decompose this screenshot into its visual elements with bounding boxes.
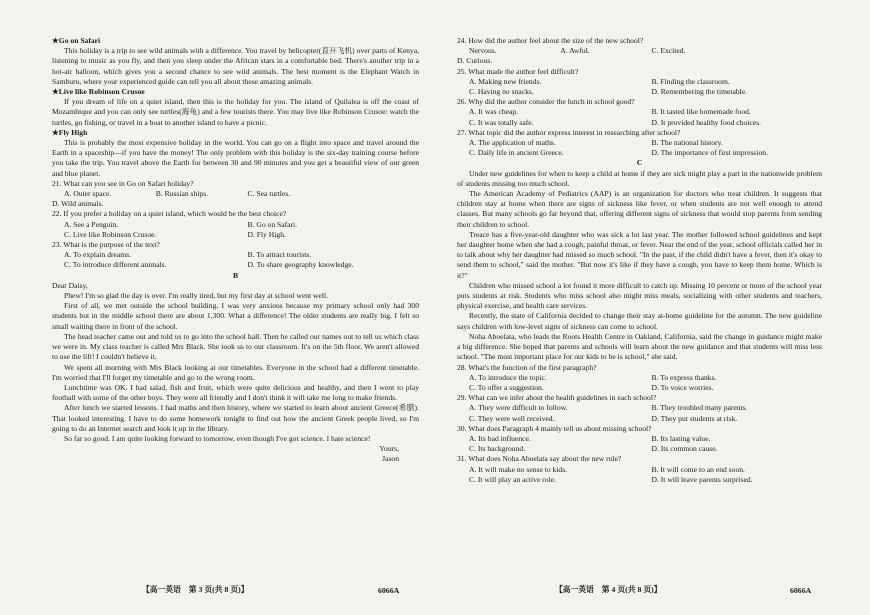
paragraph: After lunch we started lessons. I had maths and then history, where we started to learn about ancient Greece(希腊). That looked interesting. I have to do some homework tonight to find out how the ancient Greek people lived, so I'm going to do an Internet search and look it up in the library. [52, 403, 419, 433]
paragraph: Phew! I'm so glad the day is over. I'm really tired, but my first day at school went well. [64, 291, 329, 301]
fly-high-heading: ★Fly High [52, 127, 88, 137]
question-stem: 28. What's the function of the first paragraph? [457, 362, 597, 372]
question-item [457, 97, 822, 128]
fly-high-paragraph: This is probably the most expensive holiday in the world. You can go on a flight into space and travel around the Earth in a spaceship—if you have the money! The only problem with this holiday is the six-day training course before you take the trip. You travel above the Earth for between 30 and 90 minutes and you get a beautiful view of our green and blue planet. [52, 138, 419, 178]
answer-option: D. The importance of first impression. [651, 148, 768, 158]
answer-option: B. They troubled many parents. [651, 403, 748, 413]
answer-option: A. See a Penguin. [64, 219, 119, 229]
answer-option: C. Daily life in ancient Greece. [469, 148, 564, 158]
safari-heading: ★Go on Safari [52, 36, 101, 45]
paragraph: The head teacher came out and told us to go into the school hall. Then he called our names out to tell us which class we were in. My class teacher is called Mrs Black. She took us to our classroom. It's on the 5th floor. We aren't allowed to use the lift! I couldn't believe it. [52, 331, 419, 362]
question-item [457, 36, 822, 67]
crusoe-paragraph: If you dream of life on a quiet island, then this is the holiday for you. The island of Quilalea is off the coast of Mozambique and you can only see turtles(海龟) and a few tourists there. You may live like Robinson Crusoe: watch the turtles, go fishing, or travel in a boat to another island to have a picnic. [52, 97, 419, 127]
passage-c [457, 158, 822, 362]
section-b-label: B [232, 270, 239, 280]
answer-option: D. Its common cause. [651, 444, 718, 454]
answer-option: C. Having no snacks. [469, 87, 534, 97]
answer-option: A. Its bad influence. [469, 433, 531, 443]
answer-option: B. Finding the classroom. [651, 76, 730, 86]
answer-option: A. To introduce the topic. [469, 372, 547, 382]
question-item [52, 179, 419, 210]
answer-option: D. Curious. [457, 56, 493, 66]
question-item [457, 454, 822, 485]
answer-options [457, 77, 822, 97]
answer-option: B. To attract tourists. [247, 250, 312, 260]
answer-option: D. Wild animals. [52, 199, 104, 209]
answer-option: B. Go on Safari. [247, 219, 298, 229]
answer-option: C. To introduce different animals. [64, 260, 167, 270]
answer-options [52, 189, 419, 209]
letter-greeting: Dear Daisy, [52, 280, 88, 290]
answer-option: D. To share geography knowledge. [247, 260, 354, 270]
paragraph: Treace has a five-year-old daughter who was sick a lot last year. The mother followed school guidelines and kept her daughter home when she had a cough, painful throat, or fever. Near the end of the year, school officials called her in to talk about why her daughter had missed so much school. "In the past, if the child didn't have a fever, then it's okay to send them to school," said the mother. "But now it's like if they have a cough, you have to keep them home. Which is it?" [457, 229, 822, 280]
paragraph: Lunchtime was OK. I had salad, fish and fruit, which were quite delicious and healthy, and then I went to play football with some of the other boys. They were all friendly and I don't think it will take me long to make friends. [52, 382, 419, 403]
paragraph: Under new guidelines for when to keep a child at home if they are sick might play a part in the nationwide problem of students missing too much school. [457, 168, 822, 188]
answer-option: A. To explain dreams. [64, 250, 132, 260]
question-stem: 26. Why did the author consider the lunch in school good? [457, 97, 635, 107]
answer-option: C. Its background. [469, 444, 526, 454]
answer-option: B. The national history. [651, 138, 723, 148]
question-list [52, 179, 419, 271]
safari-paragraph: This holiday is a trip to see wild animals with a difference. You travel by helicopter(直升飞机) over parts of Kenya, listening to music as you fly, and then you sleep under the African stars in a comfortable bed. There's another trip in a hot-air balloon, which gives you a second chance to see wild animals. The best moment is the Elephant Watch in Samburu, where your experienced guide can tell you all about these amazing animals. [52, 46, 419, 86]
paragraph: Recently, the state of California decided to change their stay at-home guideline for the autumn. The new guideline says children with low-level signs of sickness can come to school. [457, 311, 822, 331]
answer-option: D. Remembering the timetable. [651, 87, 748, 97]
answer-option: A. They were difficult to follow. [469, 403, 568, 413]
question-stem: 22. If you prefer a holiday on a quiet island, which would be the best choice? [52, 209, 287, 219]
question-item [457, 424, 822, 455]
question-item [457, 128, 822, 159]
question-item [52, 209, 419, 240]
answer-option: A. Awful. [560, 46, 590, 56]
page-footer-label: 【高一英语 第 3 页(共 8 页)】 [142, 585, 249, 594]
answer-option: Nervous. [469, 46, 497, 56]
question-stem: 24. How did the author feel about the size of the new school? [457, 36, 644, 45]
right-page [435, 0, 870, 615]
answer-options [457, 465, 822, 485]
answer-options [457, 373, 822, 393]
question-stem: 23. What is the purpose of the text? [52, 240, 160, 250]
answer-option: C. They were well received. [469, 413, 555, 423]
answer-options [52, 220, 419, 240]
answer-option: D. To voice worries. [651, 382, 714, 392]
answer-option: A. Making new friends. [469, 76, 542, 86]
crusoe-heading: ★Live like Robinson Crusoe [52, 87, 145, 97]
page-footer-code: 6066A [790, 586, 812, 595]
letter-closing: Yours, [379, 444, 399, 454]
answer-option: B. To express thanks. [651, 372, 717, 382]
paragraph: Noha Aboelata, who leads the Roots Health Centre in Oakland, California, said the change in guidance might make a big difference. She hoped that parents and schools will learn about the new guidance and that students will miss less school. "The most important place for our kids to be is school," she said. [457, 331, 822, 362]
question-stem: 30. What does Paragraph 4 mainly tell us about missing school? [457, 423, 652, 433]
answer-option: A. The application of maths. [469, 138, 556, 148]
question-list [457, 363, 822, 485]
page-footer-label: 【高一英语 第 4 页(共 8 页)】 [555, 585, 662, 594]
passage-b [52, 271, 419, 465]
answer-options [457, 403, 822, 423]
answer-option: C. It will play an active role. [469, 474, 556, 484]
answer-option: D. It provided healthy food choices. [651, 117, 761, 127]
question-item [457, 393, 822, 424]
answer-option: A. It was cheap. [469, 107, 519, 117]
answer-option: A. Outer space. [64, 189, 112, 199]
answer-option: C. Sea turtles. [247, 189, 291, 199]
section-c-label: C [636, 158, 643, 168]
answer-options [457, 107, 822, 127]
paragraph: Children who missed school a lot found it more difficult to catch up. Missing 10 percent or more of the school year puts students at risk. Students who miss school also might miss meals, socializing with other students and teachers, physical exercise, and health care services. [457, 280, 822, 311]
question-stem: 31. What does Noha Aboelata say about the new rule? [457, 454, 622, 464]
paragraph: We spent all morning with Mrs Black looking at our timetables. Everyone in the school had a different timetable. I'm worried that I'll forget my timetable and go to the wrong room. [52, 362, 419, 382]
answer-option: C. To offer a suggestion. [469, 382, 544, 392]
answer-option: B. It will come to an end soon. [651, 464, 745, 474]
question-item [457, 67, 822, 98]
question-stem: 21. What can you see in Go on Safari holiday? [52, 178, 194, 188]
paragraph: First of all, we met outside the school building. I was very anxious because my primary school only had 300 students but in the middle school there are about 1,300. What a difference! The older students are really big. I felt so small waiting there in front of the school. [52, 301, 419, 331]
page-footer-code: 6066A [378, 586, 400, 595]
answer-option: B. Russian ships. [155, 189, 209, 199]
answer-option: C. Live like Robinson Crusoe. [64, 229, 157, 239]
answer-option: D. They put students at risk. [651, 413, 738, 423]
answer-options [457, 138, 822, 158]
answer-option: B. Its lasting value. [651, 433, 711, 443]
letter-signature: Jason [382, 454, 399, 464]
question-stem: 25. What made the author feel difficult? [457, 66, 579, 76]
question-stem: 27. What topic did the author express interest in researching after school? [457, 127, 681, 137]
answer-options [457, 434, 822, 454]
answer-option: B. It tasted like homemade food. [651, 107, 751, 117]
answer-options [457, 46, 822, 66]
question-item [457, 363, 822, 394]
question-stem: 29. What can we infer about the health guidelines in each school? [457, 393, 657, 403]
question-item [52, 240, 419, 271]
passage-c-body [457, 169, 822, 363]
answer-option: C. It was totally safe. [469, 117, 534, 127]
answer-options [52, 250, 419, 270]
passage-a [52, 36, 419, 179]
letter-body [52, 291, 419, 444]
paragraph: So far so good. I am quite looking forward to tomorrow, even though I've got science. I hate science! [64, 433, 371, 443]
answer-option: D. It will leave parents surprised. [651, 474, 753, 484]
answer-option: C. Excited. [651, 46, 686, 56]
answer-option: A. It will make no sense to kids. [469, 464, 568, 474]
paragraph: The American Academy of Pediatrics (AAP) is an organization for doctors who treat children. It suggests that children stay at home when there are signs of sickness like fever, or when students are not well enough to attend classes. But many schools go far beyond that, offering different signs of sickness that would stop parents from sending their children to school. [457, 189, 822, 229]
answer-option: D. Fly High. [247, 229, 286, 239]
question-list [457, 36, 822, 158]
